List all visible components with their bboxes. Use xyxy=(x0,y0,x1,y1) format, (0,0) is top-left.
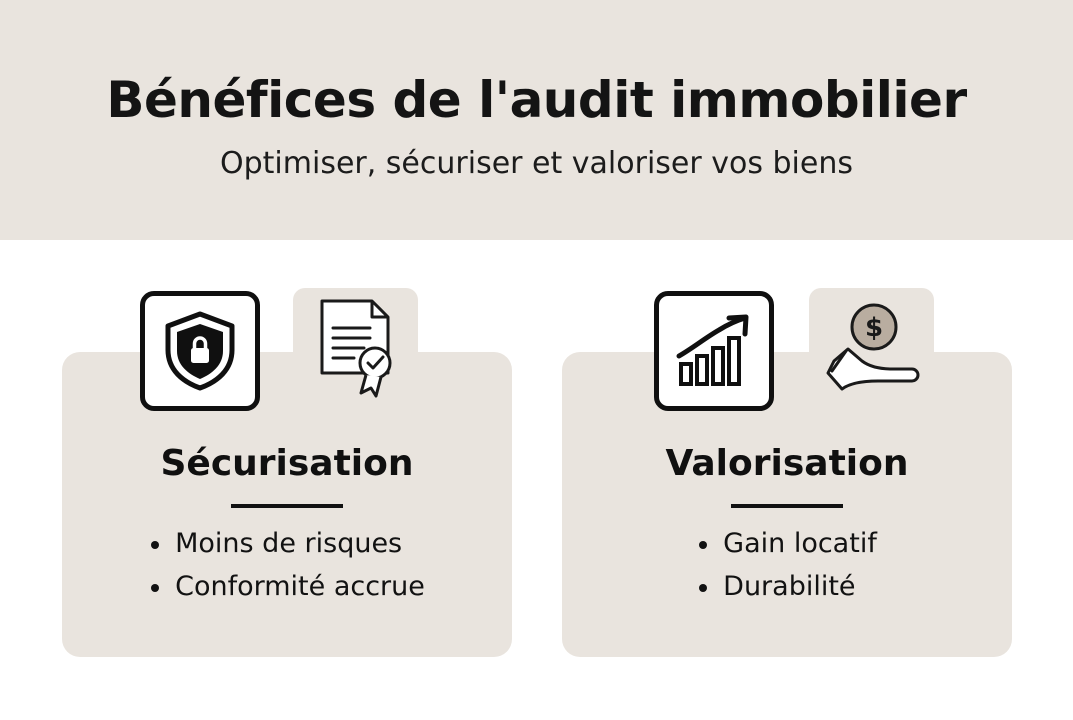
card-title: Sécurisation xyxy=(160,443,414,484)
title-underline xyxy=(731,504,843,508)
certificate-document-icon xyxy=(293,288,418,406)
benefit-cards-area xyxy=(0,240,1073,720)
list-item: Moins de risques xyxy=(149,530,425,557)
list-item: Gain locatif xyxy=(697,530,877,557)
page-title: Bénéfices de l'audit immobilier xyxy=(106,71,967,130)
benefit-list xyxy=(697,527,877,602)
page-subtitle: Optimiser, sécuriser et valoriser vos biens xyxy=(220,145,853,181)
benefit-list xyxy=(149,527,425,602)
growth-chart-icon xyxy=(654,291,774,411)
header-banner xyxy=(0,0,1073,240)
list-item: Conformité accrue xyxy=(149,573,425,600)
benefit-card-valorisation xyxy=(562,352,1012,657)
benefit-card-securisation xyxy=(62,352,512,657)
card-content xyxy=(62,352,512,657)
hand-coin-icon xyxy=(809,288,934,406)
list-item: Durabilité xyxy=(697,573,877,600)
card-title: Valorisation xyxy=(665,443,909,484)
svg-text:$: $ xyxy=(864,313,883,343)
card-content xyxy=(562,352,1012,657)
shield-lock-icon xyxy=(140,291,260,411)
title-underline xyxy=(231,504,343,508)
